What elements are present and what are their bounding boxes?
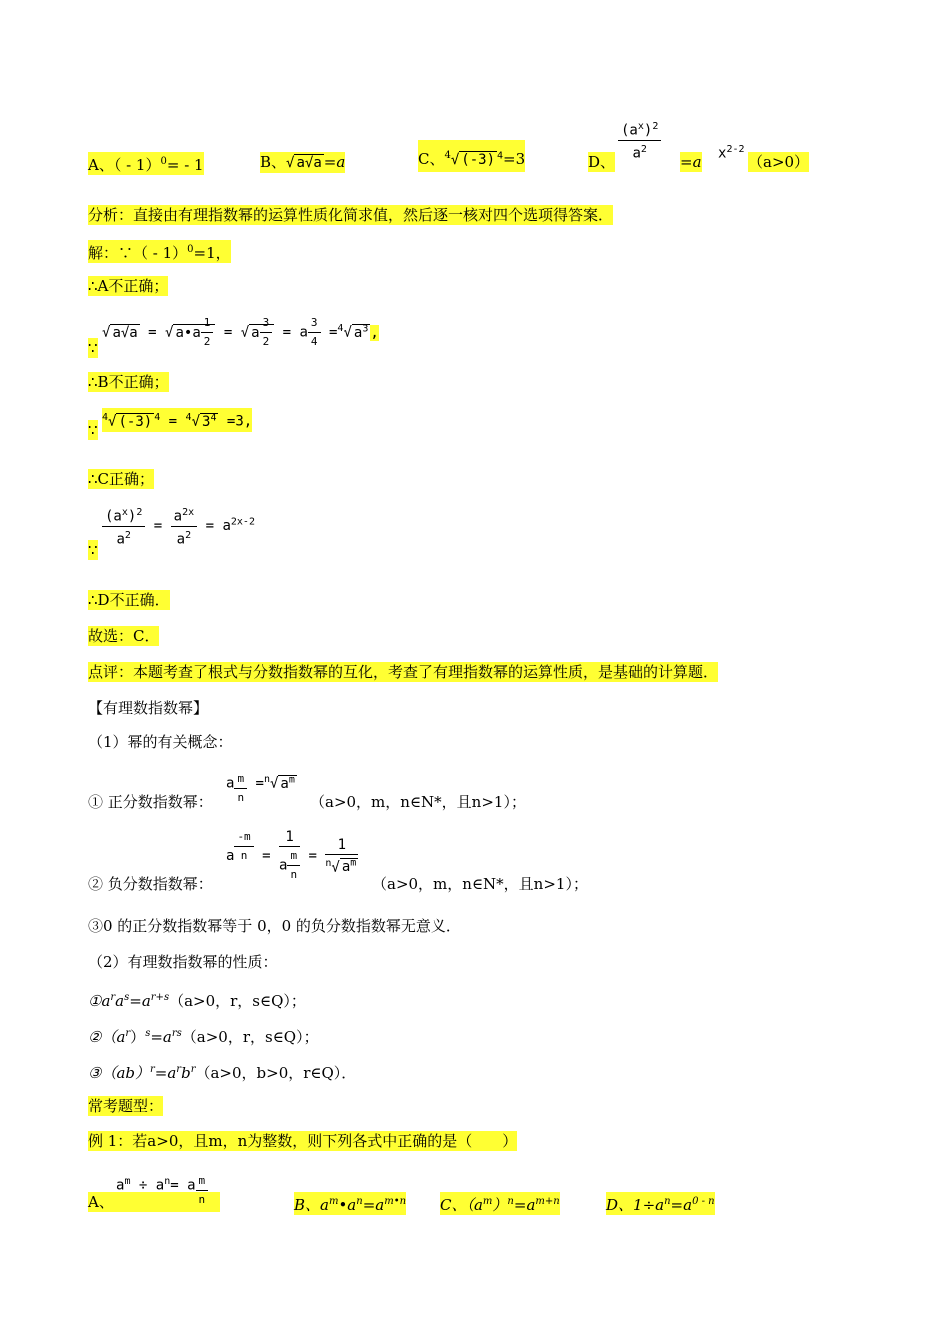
property-1: $①a^ra^s=a^{r+s}(a>0$，r，s∈Q）； xyxy=(88,992,306,1010)
properties-title: （2）有理数指数幂的性质： xyxy=(88,953,278,971)
example-option-a-math: $a^m \div a^n= a$ $\frac{m}{n}$ xyxy=(116,1172,208,1209)
example-option-c: C、$(a^m)^n=a^{m+n}$ xyxy=(440,1192,560,1215)
negative-math: a $\frac{-m}{n}$ = 1 a $\frac{m}{n}$ = $\frac{1}{^n√ a^m}$ xyxy=(226,829,357,881)
negative-condition: （a>0，m，n∈N*，且n>1）； xyxy=(372,875,588,893)
example-options xyxy=(88,1162,728,1212)
question-options xyxy=(88,118,848,174)
analysis-text: 分析：直接由有理指数幂的运算性质化简求值，然后逐一核对四个选项得答案． xyxy=(88,206,614,224)
positive-math: a $\frac{m}{n}$ =$^n$√ $a^m$ xyxy=(226,772,295,804)
option-d-cond: （a>0） xyxy=(748,153,810,171)
positive-label: ① 正分数指数幂： xyxy=(88,793,213,811)
negative-label: ② 负分数指数幂： xyxy=(88,875,213,893)
property-2: $②(a^r)^s=a^{rs}(a>0$，r，s∈Q）； xyxy=(88,1028,319,1046)
option-d-exp: $x^{2-2}$ xyxy=(718,144,745,162)
option-d-label: D、 xyxy=(588,153,616,171)
section-title: 【有理数指数幂】 xyxy=(88,699,209,717)
common-questions-title: 常考题型： xyxy=(88,1097,164,1115)
example-option-d: D、$1\div a^n=a^{0 - n}$ xyxy=(606,1192,715,1215)
positive-condition: （a>0，m，n∈N*，且n>1）； xyxy=(310,793,526,811)
concept-title: （1）幂的有关概念： xyxy=(88,733,233,751)
answer-text: 故选：C． xyxy=(88,627,160,645)
step-c-math: $^4$√ (-3) $^4$ = $^4$√ $3^4 =3$, xyxy=(102,408,252,432)
zero-note: ③0 的正分数指数幂等于 0，0 的负分数指数幂无意义． xyxy=(88,917,461,935)
option-d-fraction: $\frac{(a^x)^2}{a^2}$ xyxy=(618,118,661,162)
property-3: $③(ab)^r=a^rb^r(a>0$，b>0，r∈Q）． xyxy=(88,1064,357,1082)
comment-text: 点评：本题考查了根式与分数指数幂的互化，考查了有理指数幂的运算性质，是基础的计算题． xyxy=(88,663,719,681)
step-b-math: √ a√a = √ a•a $\frac{1}{2}$ = √ a $\frac{3}{2}$ = a $\frac{3}{4}$ =$^4$√ $a^3$ , xyxy=(102,316,379,348)
option-d-eq: =a xyxy=(680,153,702,171)
option-a: A、（ - 1）$^0$= - 1 xyxy=(88,152,204,175)
example-option-b: B、$a^m•a^n=a^{m•n}$ xyxy=(294,1192,406,1215)
because-d: ∵ xyxy=(88,541,98,559)
step-d-math: $\frac{(a^x)^2}{a^2}$ = $\frac{a^{2x}}{a^2}$ = $a^{2x-2}$ xyxy=(102,504,255,548)
conclusion-b: ∴B不正确； xyxy=(88,373,169,391)
conclusion-c: ∴C正确； xyxy=(88,470,155,488)
because-b: ∵ xyxy=(88,339,98,357)
example-option-a-label: A、 xyxy=(88,1192,220,1212)
because-c: ∵ xyxy=(88,421,98,439)
conclusion-d: ∴D不正确． xyxy=(88,591,170,609)
solution-line: 解：∵（ - 1）$^0$=1， xyxy=(88,240,231,263)
option-c: C、$^4$√ (-3) $^4$=3 xyxy=(418,140,525,172)
option-b: B、√ a√a =a xyxy=(260,153,346,171)
conclusion-a: ∴A不正确； xyxy=(88,277,169,295)
example-question: 例 1：若a>0，且m，n为整数，则下列各式中正确的是（ ） xyxy=(88,1132,518,1150)
